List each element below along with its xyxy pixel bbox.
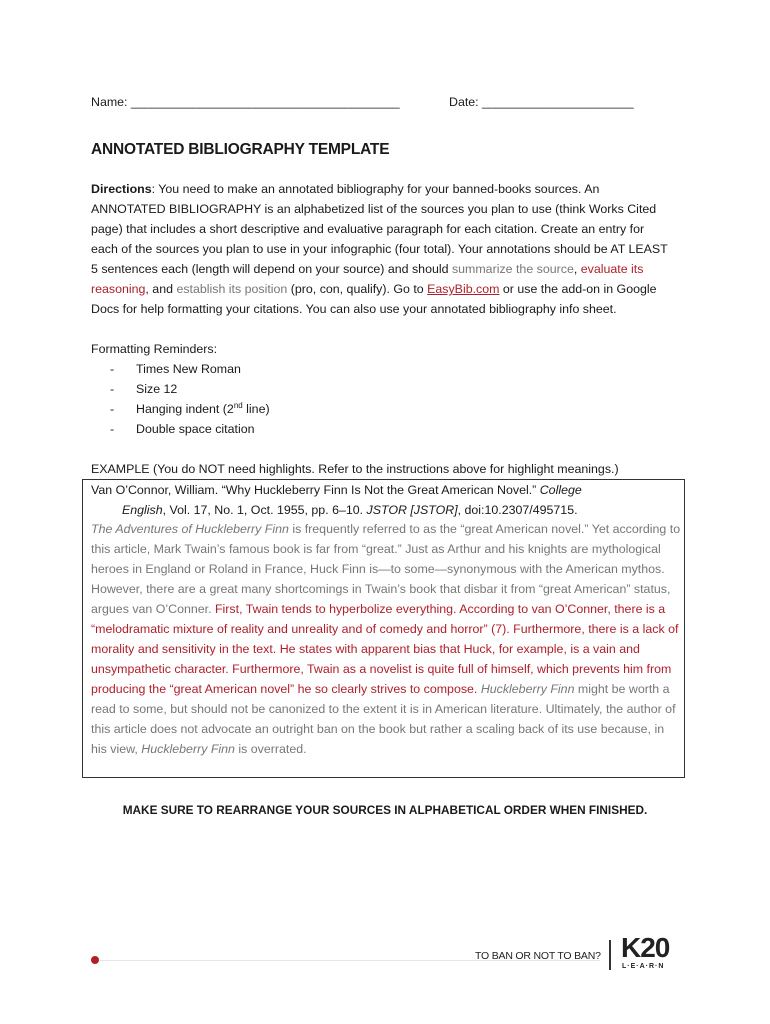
k20-logo: K20	[621, 932, 670, 963]
annotation-book-title: The Adventures of Huckleberry Finn	[91, 522, 289, 536]
ordinal-suffix: nd	[233, 400, 243, 410]
directions-sep-2: , and	[145, 282, 177, 296]
annotation-evaluation: First, Twain tends to hyperbolize everything. According to van O’Conner, there is a “melodramatic mixture of reality and unreality and of comedy and horror” (7). Furthermore, there is a lack of morality and sensitivity in the text. He states with apparent bias that Huck, for example, is a vain and unsympathetic character. Furthermore, Twain as a novelist is quite full of himself, which prevents him from producing the “great American novel” he so clearly strives to compose.	[91, 602, 679, 696]
list-item	[110, 379, 270, 399]
bullet-dash: -	[110, 402, 115, 416]
bullet-dash: -	[110, 362, 115, 376]
evaluate-highlight: evaluate its reasoning	[91, 262, 644, 296]
annotation-book-title-3: Huckleberry Finn	[141, 742, 235, 756]
annotation-summary: is frequently referred to as the “great American novel.” Yet according to this article, Mark Twain’s famous book is far from “great.” Just as Arthur and his knights are mythological heroes in England or Roland in France, Huck Finn is—to some—synonymous with the American mythos. However, there are a great many shortcomings in Twain’s book that disbar it from “great American” status, argues van O’Conner.	[91, 522, 681, 616]
formatting-heading: Formatting Reminders:	[91, 342, 218, 356]
directions-text-1: : You need to make an annotated bibliography for your banned-books sources. An ANNOTATED BIBLIOGRAPHY is an alphabetized list of the sources you plan to use (think Works Cited page) that includes a short descriptive and evaluative paragraph for each citation. Create an entry for each of the sources you plan to use in your infographic (four total). Your annotations should be AT LEAST 5 sentences each (length will depend on your source) and should	[91, 182, 668, 276]
citation-volume: , Vol. 17, No. 1, Oct. 1955, pp. 6–10.	[162, 503, 367, 517]
citation-line-1	[91, 480, 582, 500]
citation-doi: , doi:10.2307/495715.	[457, 503, 578, 517]
date-field-label: Date: ______________________	[449, 95, 634, 109]
formatting-item-size: Size 12	[136, 382, 178, 396]
formatting-list	[110, 359, 270, 439]
bullet-dash: -	[110, 422, 115, 436]
formatting-item-spacing: Double space citation	[136, 422, 255, 436]
alphabetical-reminder: MAKE SURE TO REARRANGE YOUR SOURCES IN ALPHABETICAL ORDER WHEN FINISHED.	[122, 803, 648, 817]
footer-separator	[609, 940, 611, 970]
formatting-item-font: Times New Roman	[136, 362, 241, 376]
citation-line-2	[122, 500, 578, 520]
citation-journal-part-1: College	[539, 483, 582, 497]
annotation-book-title-2: Huckleberry Finn	[480, 682, 575, 696]
annotation-position: might be worth a read to some, but should not be canonized to the extent it is in American literature. Ultimately, the author of this article does not advocate an outright ban on the book but rather a scaling back of its use because, in his view,	[91, 682, 676, 756]
k20-logo-subtitle: L·E·A·R·N	[622, 963, 665, 970]
formatting-item-indent: Hanging indent (2	[136, 402, 234, 416]
name-field-label: Name: _______________________________________	[91, 95, 400, 109]
directions-label: Directions	[91, 182, 152, 196]
directions-text-3: or use the add-on in Google Docs for help formatting your citations. You can also use your annotated bibliography info sheet.	[91, 282, 657, 316]
citation-database: JSTOR [JSTOR]	[366, 503, 458, 517]
directions-sep-1: ,	[573, 262, 581, 276]
footer-tagline: TO BAN OR NOT TO BAN?	[475, 950, 601, 962]
directions-text-2: (pro, con, qualify). Go to	[287, 282, 428, 296]
list-item	[110, 399, 270, 419]
citation-author-title: Van O’Connor, William. “Why Huckleberry Finn Is Not the Great American Novel.”	[91, 483, 540, 497]
list-item	[110, 419, 270, 439]
establish-highlight: establish its position	[176, 282, 288, 296]
citation-journal-part-2: English	[122, 503, 163, 517]
list-item	[110, 359, 270, 379]
bullet-dash: -	[110, 382, 115, 396]
annotation-paragraph	[91, 519, 681, 759]
page-title: ANNOTATED BIBLIOGRAPHY TEMPLATE	[91, 141, 390, 158]
footer-dot-icon	[91, 956, 99, 964]
easybib-link[interactable]: EasyBib.com	[427, 282, 500, 296]
formatting-item-indent-tail: line)	[242, 402, 270, 416]
directions-paragraph	[91, 179, 671, 319]
summarize-highlight: summarize the source	[451, 262, 574, 276]
example-heading: EXAMPLE (You do NOT need highlights. Refer to the instructions above for highlight meanings.)	[91, 462, 619, 476]
annotation-closing: is overrated.	[234, 742, 307, 756]
